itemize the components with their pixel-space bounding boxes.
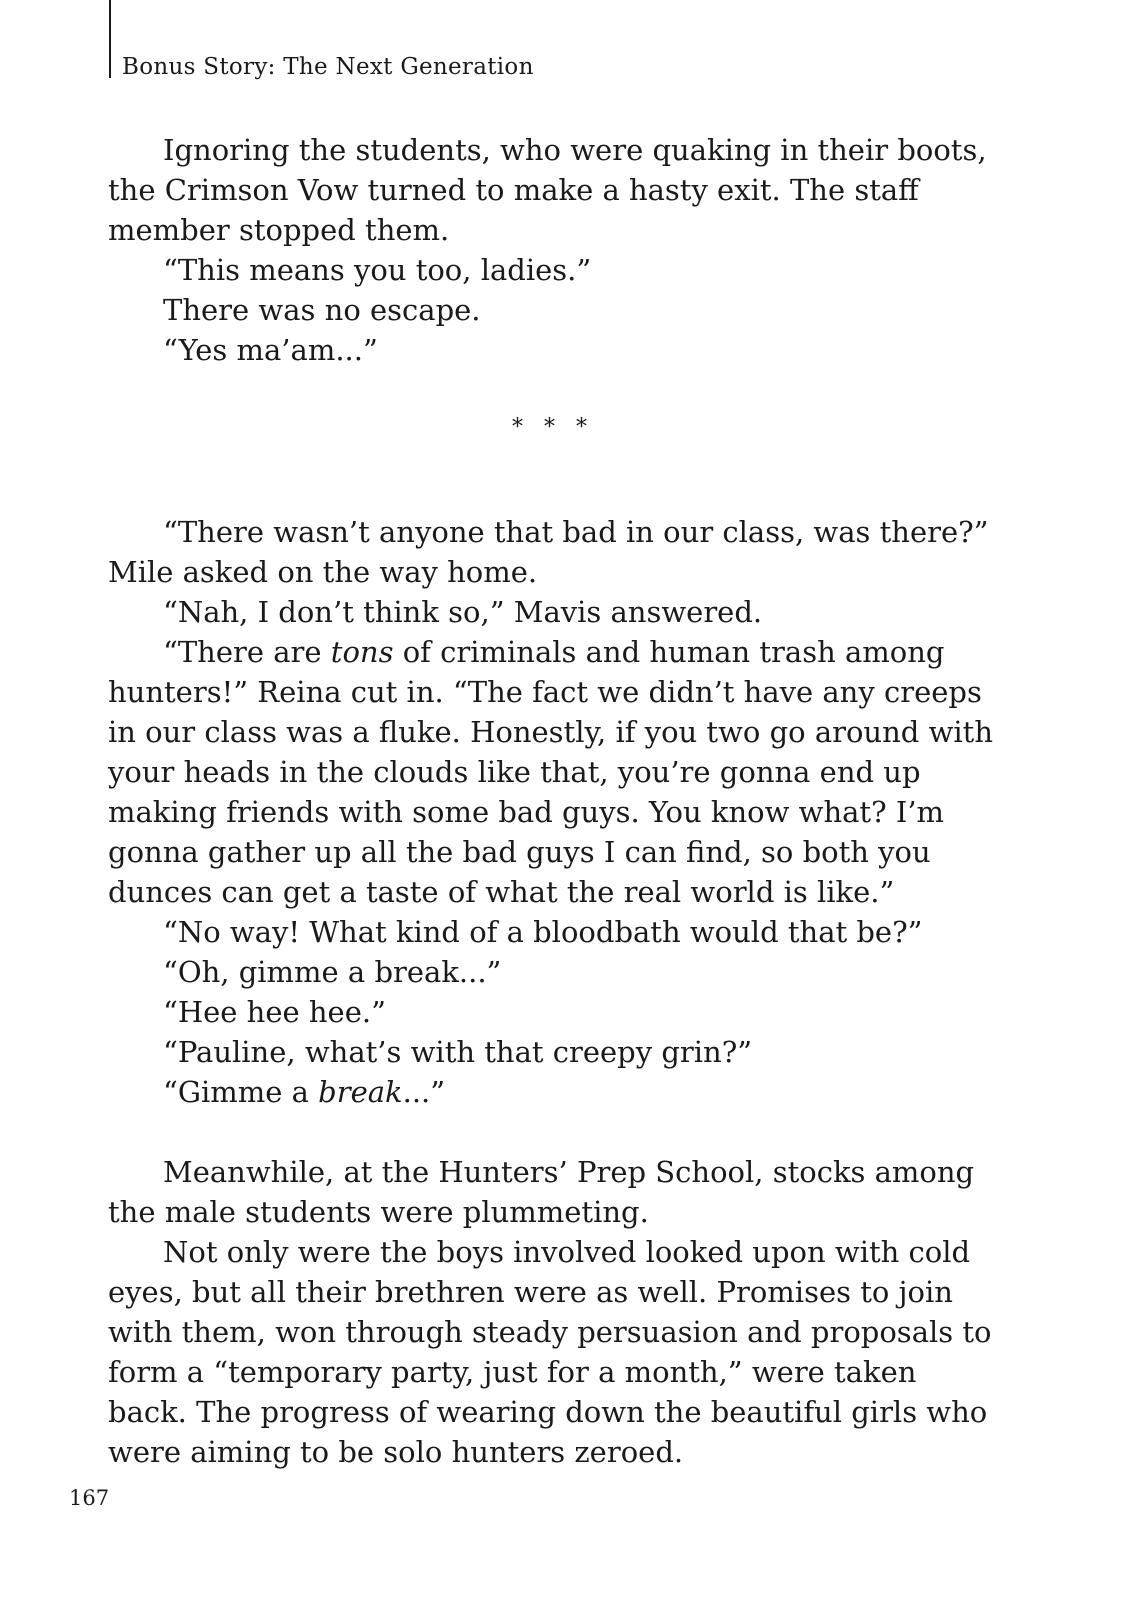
emphasis: tons: [330, 635, 394, 669]
paragraph-gap: [108, 1112, 998, 1152]
paragraph: “No way! What kind of a bloodbath would that be?”: [163, 915, 923, 949]
emphasis: break: [318, 1075, 403, 1109]
text-run: “There are: [163, 635, 331, 669]
paragraph: [108, 632, 998, 912]
paragraph: “There wasn’t anyone that bad in our class, was there?” Mile asked on the way home.: [108, 515, 989, 589]
paragraph: “Pauline, what’s with that creepy grin?”: [163, 1035, 753, 1069]
scene-break: * * *: [512, 415, 594, 440]
running-header: Bonus Story: The Next Generation: [122, 54, 534, 80]
text-run: ...”: [402, 1075, 446, 1109]
paragraph: Not only were the boys involved looked upon with cold eyes, but all their brethren were as well. Promises to join with them, won through steady persuasion and proposals to form a “temporary party, just for a month,” were taken back. The progress of wearing down the beautiful girls who were aiming to be solo hunters zeroed.: [108, 1235, 992, 1469]
text-run: “Gimme a: [163, 1075, 319, 1109]
header-rule: [109, 0, 111, 78]
page-number: 167: [69, 1486, 110, 1510]
paragraph: Meanwhile, at the Hunters’ Prep School, stocks among the male students were plummeting.: [108, 1155, 975, 1229]
body-text: [108, 130, 998, 1472]
paragraph: “Hee hee hee.”: [163, 995, 386, 1029]
paragraph: “Yes ma’am...”: [163, 333, 378, 367]
paragraph: “Oh, gimme a break...”: [163, 955, 502, 989]
paragraph: There was no escape.: [163, 293, 481, 327]
paragraph: [108, 1072, 998, 1112]
paragraph: “This means you too, ladies.”: [163, 253, 592, 287]
text-run: of criminals and human trash among hunters!” Reina cut in. “The fact we didn’t have any creeps in our class was a fluke. Honestly, if you two go around with your heads in the clouds like that, you’re gonna end up making friends with some bad guys. You know what? I’m gonna gather up all the bad guys I can find, so both you dunces can get a taste of what the real world is like.”: [108, 635, 993, 909]
paragraph: “Nah, I don’t think so,” Mavis answered.: [163, 595, 763, 629]
paragraph: Ignoring the students, who were quaking in their boots, the Crimson Vow turned to make a hasty exit. The staff member stopped them.: [108, 133, 987, 247]
